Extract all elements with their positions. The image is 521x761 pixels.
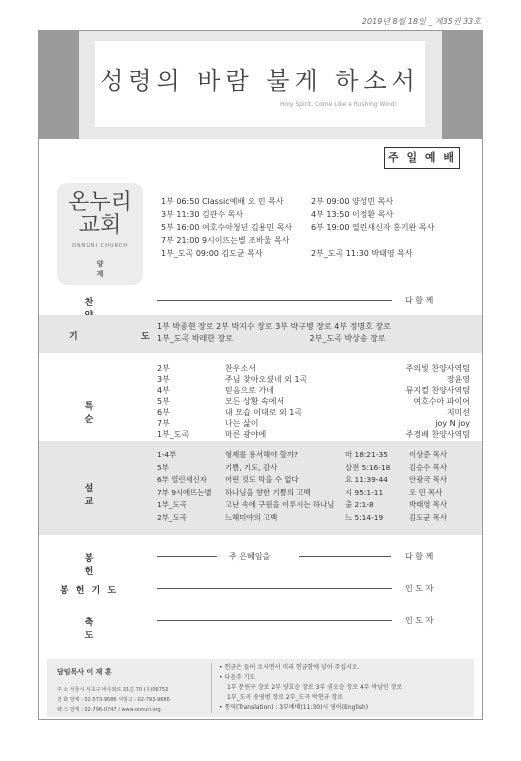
service-item: 5부 16:00 여호수아청년 김용민 목사 [161, 223, 293, 232]
sermon-title: 느헤미야의 고백 [225, 512, 278, 522]
offering-prayer-line [157, 588, 392, 589]
sermon-preacher: 김도균 목사 [409, 512, 448, 522]
banner-panel [95, 41, 425, 127]
footer-box [47, 659, 474, 717]
sermon-part: 1부_도곡 [157, 500, 187, 510]
banner-title: 성령의 바람 불게 하소서 [100, 67, 420, 95]
address: 주 소 서울시 서초구 바우뫼로 31길 70 (우)06752 [57, 687, 169, 693]
sermon-preacher: 김승수 목사 [409, 462, 448, 472]
sermon-row [39, 441, 482, 535]
service-item: 6부 19:00 열린새신자 홍기완 목사 [311, 223, 435, 232]
sermon-title: 어떤 것도 막을 수 없다 [225, 475, 299, 485]
special-part: 6부 [157, 408, 170, 417]
special-performers [406, 363, 470, 451]
banner [39, 31, 482, 139]
service-item: 4부 13:50 이정환 목사 [311, 210, 394, 219]
sermon-titles [225, 449, 334, 525]
service-item: 3부 11:30 김관수 목사 [161, 210, 244, 219]
sunday-service-badge: 주 일 예 배 [384, 147, 460, 169]
logo-english: ONNURI CHURCH [71, 243, 128, 249]
special-performer: 주경배 찬양사역팀 [405, 430, 470, 439]
sermon-part: 7부 9시에뜨는별 [157, 487, 212, 497]
footer-divider [211, 663, 212, 713]
special-performer: joy N joy [435, 419, 470, 428]
sermon-preacher: 오 민 목사 [409, 487, 443, 497]
hymn-row [39, 289, 482, 311]
sermon-part: 5부 [157, 462, 169, 472]
sermon-title: 형제를 용서해야 할까? [225, 450, 298, 459]
special-part: 7부 [157, 419, 170, 428]
announcements [219, 663, 402, 713]
special-performer: 지미선 [446, 408, 470, 417]
note-item: 1부 문원구 장로 2부 양호순 장로 3부 권오승 장로 4부 박남인 장로 [227, 684, 403, 691]
sermon-ref: 출 2:1-8 [345, 500, 374, 510]
benediction-leader: 인 도 자 [405, 616, 434, 625]
note-item: • 헌금은 들어 오시면서 미리 헌금함에 넣어 주십시오. [219, 664, 360, 671]
special-part: 5부 [157, 397, 170, 406]
sermon-ref: 마 18:21-35 [345, 450, 388, 459]
special-part: 2부 [157, 364, 170, 373]
prayer-label: 기 도 [69, 332, 180, 342]
offering-row [39, 545, 482, 577]
offering-prayer-label: 봉 헌 기 도 [59, 586, 119, 596]
sermon-ref: 살전 5:16-18 [345, 462, 391, 472]
offering-label: 봉 헌 [84, 554, 124, 577]
service-item [311, 234, 434, 247]
special-part: 3부 [157, 375, 170, 384]
issue-date: 2019년 8월 18일 _ 제35권 33호 [361, 17, 481, 26]
hymn-line [157, 300, 392, 301]
phone: 전 화 양재 : 02-573-9686 서빙고 : 02-793-9686 [57, 697, 170, 703]
sermon-refs [345, 449, 390, 525]
special-part: 1부_도곡 [157, 430, 190, 439]
special-parts [157, 363, 189, 451]
special-performer: 뮤지컬 찬양사역팀 [405, 386, 470, 395]
prayer-line1: 1부 박종현 장로 2부 박지수 장로 3부 박구병 장로 4부 정명호 장로 [157, 322, 391, 331]
prayer-row [39, 315, 482, 353]
logo-location: 양 재 [96, 260, 124, 278]
contact-info [57, 685, 170, 715]
logo-line1: 온누리 [68, 190, 132, 215]
special-title: 믿음으로 가네 [225, 386, 274, 395]
sermon-ref: 요 11:39-44 [345, 475, 388, 485]
hymn-leader: 다 함 께 [405, 296, 434, 305]
offering-line-left [157, 556, 217, 557]
sermon-preacher: 안광국 목사 [409, 475, 448, 485]
sermon-title: 고난 속에 구원을 이루시는 하나님 [225, 500, 335, 510]
banner-subtitle: Holy Spirit, Come Like a Rushing Wind! [280, 101, 397, 108]
special-label: 특 순 [84, 402, 124, 425]
prayer-dogok2: 2부_도곡 박상송 장로 [309, 334, 386, 343]
church-logo [57, 183, 143, 285]
special-performer: 장윤영 [446, 375, 470, 384]
note-item: • 통역(Translation) : 3부예배(11:30)시 영어(English) [219, 704, 369, 711]
bulletin-frame [38, 30, 483, 720]
sermon-preacher: 박태영 목사 [409, 500, 448, 510]
special-title: 나는 삶이 [225, 419, 259, 428]
sermon-preacher: 이상준 목사 [409, 450, 448, 459]
service-item: 1부_도곡 09:00 김도균 목사 [161, 249, 263, 258]
services-left [161, 195, 292, 260]
fax: 팩 스 양재 : 02-796-0747 / www.onnuri.org [57, 707, 161, 713]
note-item: 1부_도곡 송영범 장로 2부_도곡 박현규 장로 [227, 694, 343, 701]
sermon-part: 6부 열린새신자 [157, 475, 207, 485]
special-performer: 여호수아 파이어 [413, 397, 470, 406]
sermon-title: 기쁨, 기도, 감사 [225, 462, 278, 472]
special-title: 내 모습 이대로 외 1곡 [225, 408, 303, 417]
sermon-ref: 느 5:14-19 [345, 512, 384, 522]
service-item: 2부_도곡 11:30 박태영 목사 [311, 249, 413, 258]
banner-right-bar [442, 31, 482, 139]
offering-line-right [299, 556, 391, 557]
special-title: 주님 찾아오셨네 외 1곡 [225, 375, 308, 384]
special-titles [225, 363, 307, 451]
service-item: 1부 06:50 Classic예배 오 민 목사 [161, 197, 284, 206]
special-performer: 주의빛 찬양사역팀 [405, 364, 470, 373]
special-title: 마른 광야에 [225, 430, 267, 439]
sermon-title: 하나님을 향한 기쁨의 고백 [225, 487, 311, 497]
sermon-part: 2부_도곡 [157, 512, 187, 522]
offering-prayer-row [39, 577, 482, 599]
service-item: 2부 09:00 양성민 목사 [311, 197, 394, 206]
sermon-preachers [409, 449, 447, 525]
offering-prayer-leader: 인 도 자 [405, 584, 434, 593]
sermon-ref: 시 95:1-11 [345, 487, 384, 497]
benediction-row [39, 609, 482, 641]
special-part: 4부 [157, 386, 170, 395]
services-right [311, 195, 434, 260]
hymn-label: 찬 [84, 298, 124, 308]
sermon-part: 1-4부 [157, 450, 177, 459]
offering-hymn: 주 은혜임을 [229, 552, 271, 561]
sermon-label: 설 교 [84, 484, 124, 507]
logo-line2: 교회 [78, 213, 122, 238]
benediction-line [157, 620, 392, 621]
prayer-dogok1: 1부_도곡 박래한 장로 [157, 334, 233, 343]
offering-leader: 다 함 께 [405, 552, 434, 561]
banner-left-bar [39, 31, 79, 139]
special-title: 모든 상황 속에서 [225, 397, 285, 406]
note-item: • 다음주 기도 [219, 674, 256, 681]
special-title: 찬우소서 [225, 364, 256, 373]
benediction-label: 축 도 [84, 618, 124, 641]
sermon-parts [157, 449, 212, 525]
senior-pastor: 담임목사 이 재 훈 [57, 668, 112, 676]
service-item: 7부 21:00 9시이뜨는별 조바울 목사 [161, 236, 290, 245]
